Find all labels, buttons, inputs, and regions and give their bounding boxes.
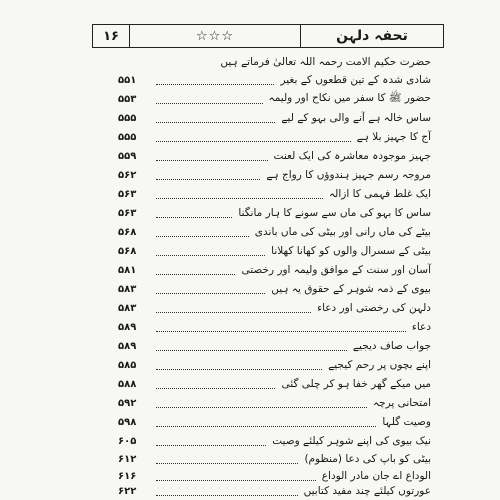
toc-entry-title: دعاء [411, 321, 431, 333]
toc-entry [118, 376, 431, 392]
toc-entry-title: دلہن کی رخصتی اور دعاء [317, 302, 431, 314]
toc-entry [118, 110, 431, 126]
toc-entry-page: ۵۸۹ [118, 321, 137, 333]
toc-entry [118, 281, 431, 297]
toc-entry-title: الوداع اے جان مادر الوداع [321, 470, 431, 482]
toc-entry-title: جہیز موجودہ معاشرہ کی ایک لعنت [273, 150, 431, 162]
toc-entry-title: حضور ﷺ کا سفر میں نکاح اور ولیمہ [268, 91, 431, 104]
toc-entry [118, 72, 431, 88]
leader-dots [156, 407, 367, 408]
leader-dots [156, 274, 235, 275]
toc-intro-text: حضرت حکیم الامت رحمہ اللہ تعالیٰ فرماتے ہیں [220, 56, 431, 68]
toc-entry-title: مروجہ رسم جہیز ہندوؤں کا رواج ہے [266, 169, 431, 181]
toc-entry [118, 319, 431, 335]
toc-entry-title: جواب صاف دیجیے [352, 340, 431, 352]
toc-entry-page: ۵۶۳ [118, 207, 137, 219]
toc-entry [118, 129, 431, 145]
toc-entry-title: اپنے بچوں پر رحم کیجیے [328, 359, 431, 371]
toc-entry [118, 483, 431, 499]
toc-entry [118, 205, 431, 221]
leader-dots [156, 160, 268, 161]
toc-entry-page: ۵۸۸ [118, 378, 137, 390]
leader-dots [156, 426, 376, 427]
toc-entry-page: ۵۸۹ [118, 340, 137, 352]
toc-entry [118, 300, 431, 316]
toc-entry [118, 262, 431, 278]
leader-dots [156, 122, 275, 123]
leader-dots [156, 480, 316, 481]
toc-entry [118, 357, 431, 373]
toc-entry-page: ۵۸۳ [118, 283, 137, 295]
toc-entry [118, 395, 431, 411]
toc-entry-title: نیک بیوی کی اپنے شوہر کیلئے وصیت [272, 435, 431, 447]
leader-dots [156, 331, 406, 332]
toc-entry-title: ساس خالہ ہے آنے والی بہو کے لیے [281, 112, 431, 124]
toc-entry-title: آسان اور سنت کے موافق ولیمہ اور رخصتی [241, 264, 431, 276]
leader-dots [156, 293, 265, 294]
toc-entry-title: میں میکے گھر خفا ہو کر چلی گئی [281, 378, 431, 390]
star-ornament: ☆☆☆ [130, 25, 301, 47]
leader-dots [156, 198, 323, 199]
toc-entry-title: ساس کا بہو کی ماں سے سونے کا ہار مانگنا [238, 207, 431, 219]
toc-entry-page: ۵۶۸ [118, 226, 137, 238]
toc-entry [118, 451, 431, 467]
toc-entry-page: ۵۵۳ [118, 93, 137, 105]
toc-entry-title: بیٹے کی ماں رانی اور بیٹی کی ماں باندی [254, 226, 431, 238]
leader-dots [156, 255, 265, 256]
leader-dots [156, 141, 351, 142]
toc-entry [118, 148, 431, 164]
toc-entry-page: ۵۵۱ [118, 74, 137, 86]
toc-entry-page: ۵۵۹ [118, 150, 137, 162]
leader-dots [156, 236, 249, 237]
toc-entry-page: ۵۹۲ [118, 397, 137, 409]
toc-entry-page: ۶۰۵ [118, 435, 137, 447]
toc-entry-page: ۵۶۲ [118, 169, 137, 181]
toc-entry [118, 243, 431, 259]
toc-entry-title: شادی شدہ کے تین قطعوں کے بغیر [280, 74, 431, 86]
toc-entry-title: بیوی کے ذمہ شوہر کے حقوق یہ ہیں [271, 283, 431, 295]
leader-dots [156, 179, 260, 180]
toc-entry-page: ۶۲۲ [118, 485, 137, 497]
toc-entry-page: ۶۱۶ [118, 470, 137, 482]
leader-dots [156, 495, 298, 496]
leader-dots [156, 103, 263, 104]
toc-entry [118, 167, 431, 183]
leader-dots [156, 445, 266, 446]
leader-dots [156, 350, 347, 351]
toc-intro [118, 54, 431, 70]
toc-entry-page: ۵۸۳ [118, 302, 137, 314]
toc-entry-page: ۶۱۲ [118, 453, 137, 465]
toc-entry [118, 91, 431, 107]
leader-dots [156, 217, 232, 218]
leader-dots [156, 84, 274, 85]
leader-dots [156, 388, 275, 389]
toc-entry-page: ۵۹۸ [118, 416, 137, 428]
toc-entry [118, 338, 431, 354]
toc-entry-title: ایک غلط فہمی کا ازالہ [329, 188, 431, 200]
toc-entry [118, 433, 431, 449]
toc-entry [118, 414, 431, 430]
page-number: ۱۶ [93, 25, 130, 47]
toc-entry-title: وصیت گلہا [382, 416, 431, 428]
toc-entry-title: بیٹی کے سسرال والوں کو کھانا کھلانا [271, 245, 431, 257]
toc-entry-page: ۵۵۵ [118, 112, 137, 124]
leader-dots [156, 369, 322, 370]
toc-entry [118, 468, 431, 484]
toc-entry-page: ۵۸۵ [118, 359, 137, 371]
toc-entry-page: ۵۶۳ [118, 188, 137, 200]
toc-entry-page: ۵۶۸ [118, 245, 137, 257]
leader-dots [156, 312, 311, 313]
toc-entry-page: ۵۸۱ [118, 264, 137, 276]
toc-entry-title: بیٹی کو باپ کی دعا (منظوم) [304, 453, 431, 465]
toc-entry-title: امتحانی پرچہ [372, 397, 431, 409]
toc-entry-title: عورتوں کیلئے چند مفید کتابیں [303, 485, 431, 497]
book-title: تحفہ دلہن [336, 28, 408, 44]
toc-entry-page: ۵۵۵ [118, 131, 137, 143]
leader-dots [156, 463, 298, 464]
toc-entry [118, 186, 431, 202]
toc-entry-title: آج کا جہیز بلا ہے [356, 131, 431, 143]
toc-entry [118, 224, 431, 240]
